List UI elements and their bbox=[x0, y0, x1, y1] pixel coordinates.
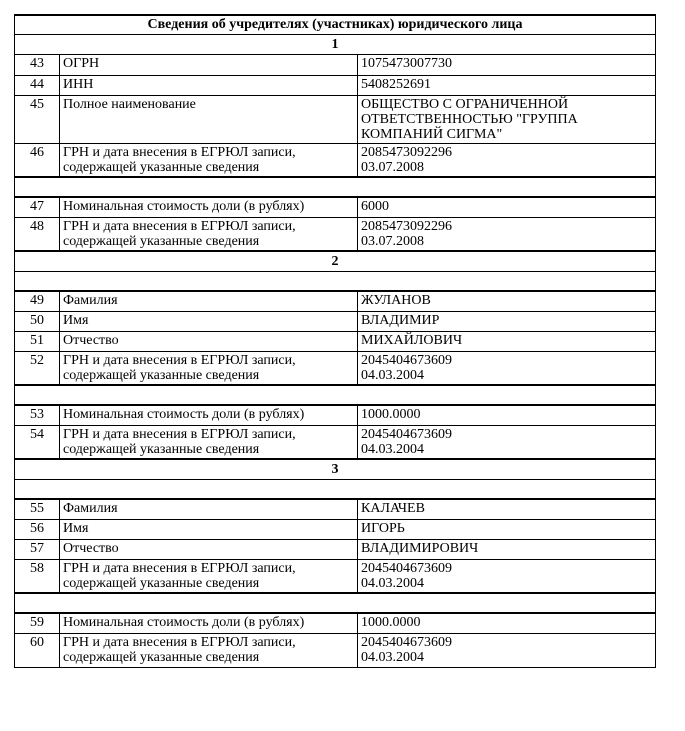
entry-date: 03.07.2008 bbox=[361, 234, 424, 249]
entry-date: 04.03.2004 bbox=[361, 368, 424, 383]
row-value: 1075473007730 bbox=[361, 56, 452, 71]
section-header: 2 bbox=[14, 252, 656, 272]
table-row bbox=[14, 634, 656, 668]
table-row bbox=[14, 406, 656, 426]
row-value bbox=[358, 218, 655, 250]
table-title: Сведения об учредителях (участниках) юридического лица bbox=[14, 14, 656, 35]
row-label: ГРН и дата внесения в ЕГРЮЛ записи, содержащей указанные сведения bbox=[60, 634, 358, 667]
grn-number: 2045404673609 bbox=[361, 561, 452, 576]
row-number: 60 bbox=[15, 634, 60, 667]
row-number: 54 bbox=[15, 426, 60, 458]
row-label: Имя bbox=[60, 312, 358, 331]
row-value bbox=[358, 144, 655, 176]
row-value: КАЛАЧЕВ bbox=[361, 501, 425, 516]
table-row bbox=[14, 292, 656, 312]
table-row bbox=[14, 426, 656, 460]
row-number: 51 bbox=[15, 332, 60, 351]
row-label: Номинальная стоимость доли (в рублях) bbox=[60, 406, 358, 425]
table-row bbox=[14, 96, 656, 144]
table-row bbox=[14, 332, 656, 352]
table-row bbox=[14, 352, 656, 386]
row-number: 57 bbox=[15, 540, 60, 559]
row-number: 47 bbox=[15, 198, 60, 217]
grn-number: 2045404673609 bbox=[361, 427, 452, 442]
row-value: ИГОРЬ bbox=[361, 521, 405, 536]
row-number: 45 bbox=[15, 96, 60, 143]
row-number: 52 bbox=[15, 352, 60, 384]
grn-number: 2085473092296 bbox=[361, 219, 452, 234]
founders-table bbox=[14, 14, 656, 668]
table-row bbox=[14, 560, 656, 594]
table-row bbox=[14, 540, 656, 560]
table-row bbox=[14, 218, 656, 252]
spacer-row bbox=[14, 272, 656, 292]
section-header: 3 bbox=[14, 460, 656, 480]
spacer-row bbox=[14, 178, 656, 198]
row-label: ГРН и дата внесения в ЕГРЮЛ записи, содержащей указанные сведения bbox=[60, 218, 358, 250]
table-row bbox=[14, 500, 656, 520]
row-number: 43 bbox=[15, 55, 60, 75]
row-number: 58 bbox=[15, 560, 60, 592]
row-label: Номинальная стоимость доли (в рублях) bbox=[60, 614, 358, 633]
row-label: Фамилия bbox=[60, 292, 358, 311]
grn-number: 2085473092296 bbox=[361, 145, 452, 160]
entry-date: 04.03.2004 bbox=[361, 650, 424, 665]
row-label: Отчество bbox=[60, 540, 358, 559]
table-row bbox=[14, 198, 656, 218]
row-value: 5408252691 bbox=[361, 77, 431, 92]
row-value bbox=[358, 352, 655, 384]
row-value bbox=[358, 560, 655, 592]
row-label: Номинальная стоимость доли (в рублях) bbox=[60, 198, 358, 217]
row-label: ГРН и дата внесения в ЕГРЮЛ записи, содержащей указанные сведения bbox=[60, 560, 358, 592]
row-value: 1000.0000 bbox=[361, 407, 421, 422]
row-number: 46 bbox=[15, 144, 60, 176]
row-value: ВЛАДИМИРОВИЧ bbox=[361, 541, 479, 556]
spacer-row bbox=[14, 594, 656, 614]
row-number: 49 bbox=[15, 292, 60, 311]
entry-date: 03.07.2008 bbox=[361, 160, 424, 175]
row-label: ГРН и дата внесения в ЕГРЮЛ записи, содержащей указанные сведения bbox=[60, 144, 358, 176]
row-label: ГРН и дата внесения в ЕГРЮЛ записи, содержащей указанные сведения bbox=[60, 426, 358, 458]
spacer-row bbox=[14, 386, 656, 406]
row-label: ГРН и дата внесения в ЕГРЮЛ записи, содержащей указанные сведения bbox=[60, 352, 358, 384]
table-row bbox=[14, 144, 656, 178]
grn-number: 2045404673609 bbox=[361, 353, 452, 368]
row-number: 55 bbox=[15, 500, 60, 519]
row-label: Фамилия bbox=[60, 500, 358, 519]
row-number: 48 bbox=[15, 218, 60, 250]
row-value: 6000 bbox=[361, 199, 389, 214]
row-value bbox=[358, 634, 655, 667]
entry-date: 04.03.2004 bbox=[361, 576, 424, 591]
row-value: МИХАЙЛОВИЧ bbox=[361, 333, 463, 348]
row-label: Отчество bbox=[60, 332, 358, 351]
row-value: ВЛАДИМИР bbox=[361, 313, 440, 328]
row-number: 53 bbox=[15, 406, 60, 425]
table-row bbox=[14, 312, 656, 332]
row-label: Имя bbox=[60, 520, 358, 539]
spacer-row bbox=[14, 480, 656, 500]
table-row bbox=[14, 520, 656, 540]
table-row bbox=[14, 76, 656, 96]
row-label: ИНН bbox=[60, 76, 358, 95]
row-number: 50 bbox=[15, 312, 60, 331]
section-header: 1 bbox=[14, 35, 656, 55]
row-number: 56 bbox=[15, 520, 60, 539]
row-label: ОГРН bbox=[60, 55, 358, 75]
row-number: 59 bbox=[15, 614, 60, 633]
row-value: ЖУЛАНОВ bbox=[361, 293, 431, 308]
table-row bbox=[14, 614, 656, 634]
row-value: ОБЩЕСТВО С ОГРАНИЧЕННОЙ ОТВЕТСТВЕННОСТЬЮ "ГРУППА КОМПАНИЙ СИГМА" bbox=[361, 97, 578, 142]
grn-number: 2045404673609 bbox=[361, 635, 452, 650]
row-value: 1000.0000 bbox=[361, 615, 421, 630]
row-value bbox=[358, 426, 655, 458]
table-row bbox=[14, 55, 656, 76]
row-number: 44 bbox=[15, 76, 60, 95]
row-label: Полное наименование bbox=[60, 96, 358, 143]
entry-date: 04.03.2004 bbox=[361, 442, 424, 457]
